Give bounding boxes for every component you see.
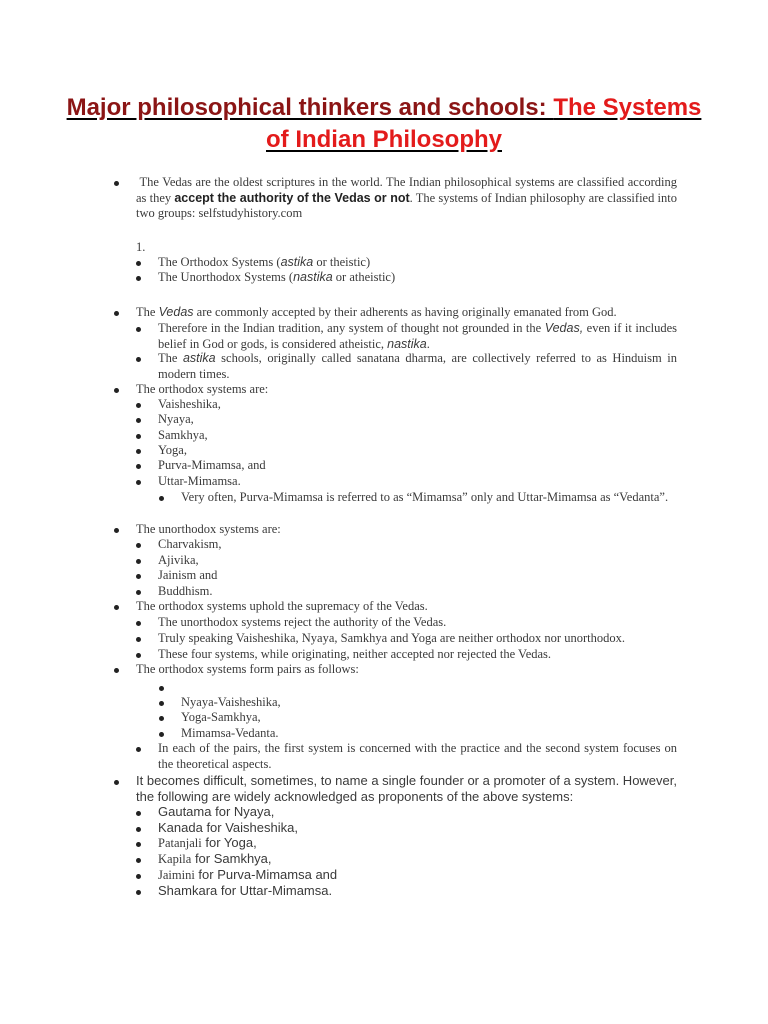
founders-paragraph: It becomes difficult, sometimes, to name a single founder or a promoter of a system. However, the following are widely acknowledged as proponents of the above systems: [136, 773, 677, 804]
unorthodox-group-a: The Unorthodox Systems ( [158, 270, 294, 284]
vedas-sub1 [158, 321, 677, 352]
uphold-item: These four systems, while originating, neither accepted nor rejected the Vedas. [158, 647, 552, 661]
unorthodox-item: Jainism and [158, 568, 218, 582]
vedas-paragraph [136, 305, 677, 321]
founder-item [158, 835, 257, 851]
founder-rest: for Vaisheshika, [202, 820, 298, 835]
pairs-item: Nyaya-Vaisheshika, [181, 695, 281, 709]
orthodox-item: Nyaya, [158, 412, 194, 426]
uphold-item: Truly speaking Vaisheshika, Nyaya, Samkhya and Yoga are neither orthodox nor unorthodox. [158, 631, 625, 645]
founder-rest: for Uttar-Mimamsa. [217, 883, 333, 898]
unorthodox-group [158, 270, 677, 286]
bullet-icon [159, 496, 164, 501]
orthodox-group-a: The Orthodox Systems ( [158, 255, 281, 269]
bullet-icon [159, 716, 164, 721]
pairs-note: In each of the pairs, the first system is concerned with the practice and the second system focuses on the theoretical aspects. [158, 741, 677, 771]
vedas-sub2-em: astika [182, 351, 216, 365]
founder-name: Gautama [158, 804, 212, 819]
title-part2: The Systems of Indian Philosophy [266, 94, 702, 153]
founder-item [158, 867, 337, 883]
vedas-b: are commonly accepted by their adherents as having originally emanated from God. [193, 305, 617, 319]
vedas-sub2-a: The [158, 351, 183, 365]
founder-name: Kapila [158, 852, 192, 866]
vedas-sub1-c: . [426, 336, 430, 351]
bullet-icon [114, 528, 119, 533]
orthodox-item: Yoga, [158, 443, 187, 457]
bullet-icon [136, 811, 141, 816]
orthodox-note: Very often, Purva-Mimamsa is referred to as “Mimamsa” only and Uttar-Mimamsa as “Vedanta”. [181, 490, 669, 504]
bullet-icon [136, 276, 141, 281]
unorthodox-item: Ajivika, [158, 553, 199, 567]
bullet-icon [136, 890, 141, 895]
bullet-icon [136, 858, 141, 863]
unorthodox-item: Buddhism. [158, 584, 213, 598]
vedas-sub2-b: schools, originally called sanatana dharma, are collectively referred to as Hinduism in modern times. [158, 351, 677, 381]
orthodox-item: Purva-Mimamsa, and [158, 458, 266, 472]
bullet-icon [114, 388, 119, 393]
bullet-icon [136, 357, 141, 362]
unorthodox-heading: The unorthodox systems are: [136, 522, 281, 536]
intro-paragraph [136, 175, 677, 222]
numbered-label: 1. [136, 240, 146, 254]
bullet-icon [159, 701, 164, 706]
bullet-icon [136, 874, 141, 879]
uphold-heading: The orthodox systems uphold the supremacy of the Vedas. [136, 599, 428, 613]
bullet-icon [136, 418, 141, 423]
bullet-icon [136, 464, 141, 469]
bullet-icon [159, 686, 164, 691]
bullet-icon [136, 842, 141, 847]
bullet-icon [136, 621, 141, 626]
founder-name: Kanada [158, 820, 203, 835]
founder-rest: for Nyaya, [211, 804, 275, 819]
bullet-icon [136, 449, 141, 454]
vedas-sub1-em: Vedas, [544, 321, 584, 335]
bullet-icon [114, 780, 119, 785]
intro-text-a: The Vedas are the oldest scriptures in the world. The Indian philosophical systems are classified according as they [136, 175, 678, 205]
bullet-icon [159, 732, 164, 737]
intro-bold: accept the authority of the Vedas or not [174, 190, 410, 205]
bullet-icon [136, 261, 141, 266]
unorthodox-group-em: nastika [293, 270, 333, 284]
founder-rest: for Yoga, [201, 835, 257, 850]
founder-name: Jaimini [158, 868, 195, 882]
bullet-icon [136, 637, 141, 642]
bullet-icon [136, 653, 141, 658]
orthodox-item: Uttar-Mimamsa. [158, 474, 241, 488]
vedas-sub1-a: Therefore in the Indian tradition, any system of thought not grounded in the [158, 321, 545, 335]
pairs-heading: The orthodox systems form pairs as follows: [136, 662, 359, 676]
unorthodox-item: Charvakism, [158, 537, 222, 551]
founder-item [158, 851, 272, 867]
bullet-icon [136, 327, 141, 332]
bullet-icon [114, 311, 119, 316]
title-part1: Major philosophical thinkers and schools: [66, 94, 554, 121]
bullet-icon [114, 181, 119, 186]
bullet-icon [136, 559, 141, 564]
orthodox-group-b: or theistic) [313, 255, 371, 269]
founder-rest: for Samkhya, [191, 851, 272, 866]
bullet-icon [136, 747, 141, 752]
bullet-icon [136, 434, 141, 439]
bullet-icon [114, 605, 119, 610]
bullet-icon [136, 574, 141, 579]
bullet-icon [136, 827, 141, 832]
unorthodox-group-b: or atheistic) [332, 270, 396, 284]
pairs-item: Yoga-Samkhya, [181, 710, 261, 724]
orthodox-group [158, 255, 677, 271]
founder-rest: for Purva-Mimamsa and [194, 867, 338, 882]
orthodox-item: Samkhya, [158, 428, 208, 442]
founder-item [158, 883, 332, 899]
bullet-icon [114, 668, 119, 673]
vedas-sub2 [158, 351, 677, 382]
orthodox-group-em: astika [280, 255, 314, 269]
founder-name: Shamkara [158, 883, 218, 898]
founder-item [158, 820, 298, 836]
page-title [60, 92, 708, 156]
vedas-sub1-b: even if it includes belief in God or gods, is considered atheistic, [158, 321, 677, 351]
intro-text-b: . The systems of Indian philosophy are classified into two groups: selfstudyhistory.com [136, 190, 677, 220]
bullet-icon [136, 543, 141, 548]
orthodox-item: Vaisheshika, [158, 397, 221, 411]
orthodox-heading: The orthodox systems are: [136, 382, 269, 396]
vedas-em: Vedas [158, 305, 194, 319]
vedas-a: The [136, 305, 159, 319]
founder-item [158, 804, 274, 820]
vedas-sub1-em2: nastika [387, 336, 427, 351]
founder-name: Patanjali [158, 836, 202, 850]
pairs-item: Mimamsa-Vedanta. [181, 726, 279, 740]
bullet-icon [136, 403, 141, 408]
bullet-icon [136, 480, 141, 485]
bullet-icon [136, 590, 141, 595]
uphold-item: The unorthodox systems reject the authority of the Vedas. [158, 615, 447, 629]
